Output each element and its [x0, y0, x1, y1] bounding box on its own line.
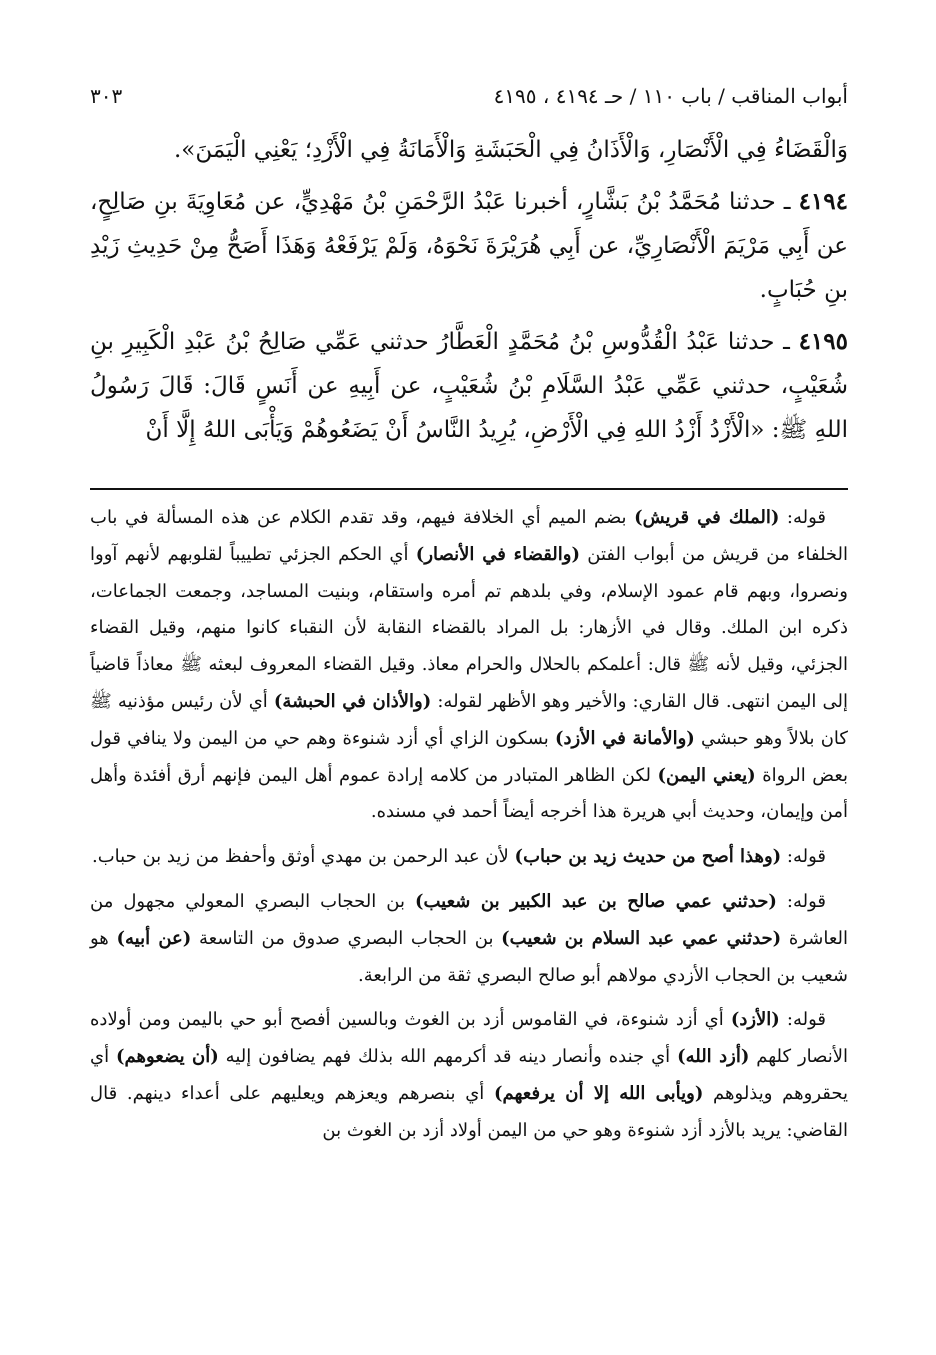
commentary-text: قوله:: [776, 890, 827, 912]
commentary-text: بن الحجاب البصري صدوق من التاسعة: [191, 927, 502, 949]
commentary-text: بضم الميم أي الخلافة فيهم، وقد تقدم الكلام عن هذه المسألة في باب الخلفاء من قريش من أبواب الفتن: [90, 507, 849, 565]
commentary-text: بسكون الزاي أي أزد شنوءة وهم حي من اليمن ولا ينافي قول بعض الرواة: [90, 727, 849, 786]
quoted-phrase: (والأمانة في الأزد): [554, 727, 695, 749]
quoted-phrase: (وهذا أصح من حديث زيد بن حباب): [514, 846, 782, 868]
section-divider: [90, 488, 848, 490]
commentary-text: أي الحكم الجزئي تطييباً لقلوبهم لأنهم آووا ونصروا، وبهم قام عمود الإسلام، وفي بلدهم تم أمره واستقام، وبنيت المساجد، وجمعت الجماعات، ذكره ابن الملك. وقال في الأزهار: بل المراد بالقضاء النقابة لأن النقباء كانوا منهم، وقيل القضاء الجزئي، وقيل لأنه ﷺ قال: أعلمكم بالحلال والحرام معاذ. وقيل القضاء المعروف لبعثه ﷺ معاذاً قاضياً إلى اليمن انتهى. قال القاري: والأخير وهو الأظهر لقوله:: [90, 543, 848, 712]
commentary-text: قوله:: [779, 1009, 826, 1031]
hadith-4194: [90, 180, 848, 312]
commentary-text: أي جنده وأنصار دينه قد أكرمهم الله بذلك فهم يضافون إليه: [218, 1046, 678, 1068]
quoted-phrase: (يعني اليمن): [657, 764, 756, 786]
commentary-text: لكن الظاهر المتبادر من كلامه إرادة عموم أهل اليمن فإنهم أرق أفئدة وأهل أمن وإيمان، وحديث أبي هريرة هذا أخرجه أيضاً أحمد في مسنده.: [90, 764, 848, 823]
quoted-phrase: (الملك في قريش): [634, 507, 780, 528]
quoted-phrase: (عن أبيه): [116, 927, 192, 949]
hadith-text: [90, 128, 848, 452]
commentary-text: لأن عبد الرحمن بن مهدي أوثق وأحفظ من زيد بن حباب.: [92, 846, 515, 868]
hadith-continuation: وَالْقَضَاءُ فِي الْأَنْصَارِ، وَالْأَذَانُ فِي الْحَبَشَةِ وَالْأَمَانَةُ فِي الْأَزْدِ؛ يَعْنِي الْيَمَنَ».: [173, 137, 848, 163]
commentary: [90, 500, 848, 1150]
commentary-text: أي لأن رئيس مؤذنيه ﷺ كان بلالاً وهو حبشي: [90, 690, 848, 749]
hadith-number: ٤١٩٥: [798, 328, 848, 355]
commentary-paragraph: [90, 500, 848, 831]
quoted-phrase: (حدثني عمي عبد السلام بن شعيب): [501, 927, 782, 949]
commentary-text: هو شعيب بن الحجاب الأزدي مولاهم أبو صالح البصري ثقة من الرابعة.: [90, 927, 848, 986]
commentary-paragraph: [90, 1002, 848, 1149]
hadith-body: ـ حدثنا عَبْدُ الْقُدُّوسِ بْنُ مُحَمَّدٍ الْعَطَّارُ حدثني عَمِّي صَالِحُ بْنُ عَبْدِ الْكَبِيرِ بنِ شُعَيْبٍ، حدثني عَمِّي عَبْدُ السَّلَامِ بْنُ شُعَيْبٍ، عن أَبِيهِ عن أَنَسٍ قَالَ: قَالَ رَسُولُ اللهِ ﷺ: «الْأَزْدُ أَزْدُ اللهِ فِي الْأَرْضِ، يُرِيدُ النَّاسُ أَنْ يَضَعُوهُمْ وَيَأْبَى اللهُ إِلَّا أَنْ: [90, 329, 848, 443]
quoted-phrase: (والأذان في الحبشة): [273, 690, 432, 712]
quoted-phrase: (الأزد): [730, 1009, 780, 1031]
hadith-4195: [90, 320, 848, 452]
quoted-phrase: (والقضاء في الأنصار): [415, 543, 581, 565]
commentary-text: أي يحقروهم ويذلوهم: [90, 1046, 848, 1104]
hadith-body: ـ حدثنا مُحَمَّدُ بْنُ بَشَّارٍ، أخبرنا عَبْدُ الرَّحْمَنِ بْنُ مَهْدِيٍّ، عن مُعَاوِيَةَ بنِ صَالِحٍ، عن أَبِي مَرْيَمَ الْأَنْصَارِيِّ، عن أَبِي هُرَيْرَةَ نَحْوَهُ، وَلَمْ يَرْفَعْهُ وَهَذَا أَصَحُّ مِنْ حَدِيثِ زَيْدِ بنِ حُبَابٍ.: [90, 189, 848, 303]
commentary-paragraph: [90, 884, 848, 994]
commentary-text: قوله:: [779, 507, 826, 528]
quoted-phrase: (أزد الله): [677, 1046, 750, 1068]
commentary-text: أي بنصرهم ويعزهم ويعليهم على أعداء دينهم. قال القاضي: يريد بالأزد أزد شنوءة وهو حي من اليمن أولاد أزد بن الغوث بن: [90, 1082, 848, 1141]
chapter-title: أبواب المناقب / باب ١١٠ / حـ ٤١٩٤ ، ٤١٩٥: [493, 84, 848, 108]
commentary-text: قوله:: [781, 846, 826, 868]
quoted-phrase: (أن يضعوهم): [116, 1046, 219, 1068]
commentary-text: بن الحجاب البصري المعولي مجهول من العاشرة: [90, 890, 848, 949]
hadith-number: ٤١٩٤: [798, 188, 848, 215]
commentary-text: أي أزد شنوءة، في القاموس أزد بن الغوث وبالسين أفصح أبو حي باليمن ومن أولاده الأنصار كلهم: [90, 1009, 849, 1068]
quoted-phrase: (حدثني عمي صالح بن عبد الكبير بن شعيب): [414, 890, 777, 912]
page-number: ٣٠٣: [90, 84, 123, 108]
commentary-paragraph: [90, 839, 848, 876]
running-header: [90, 80, 848, 112]
quoted-phrase: (ويأبى الله إلا أن يرفعهم): [494, 1082, 704, 1104]
